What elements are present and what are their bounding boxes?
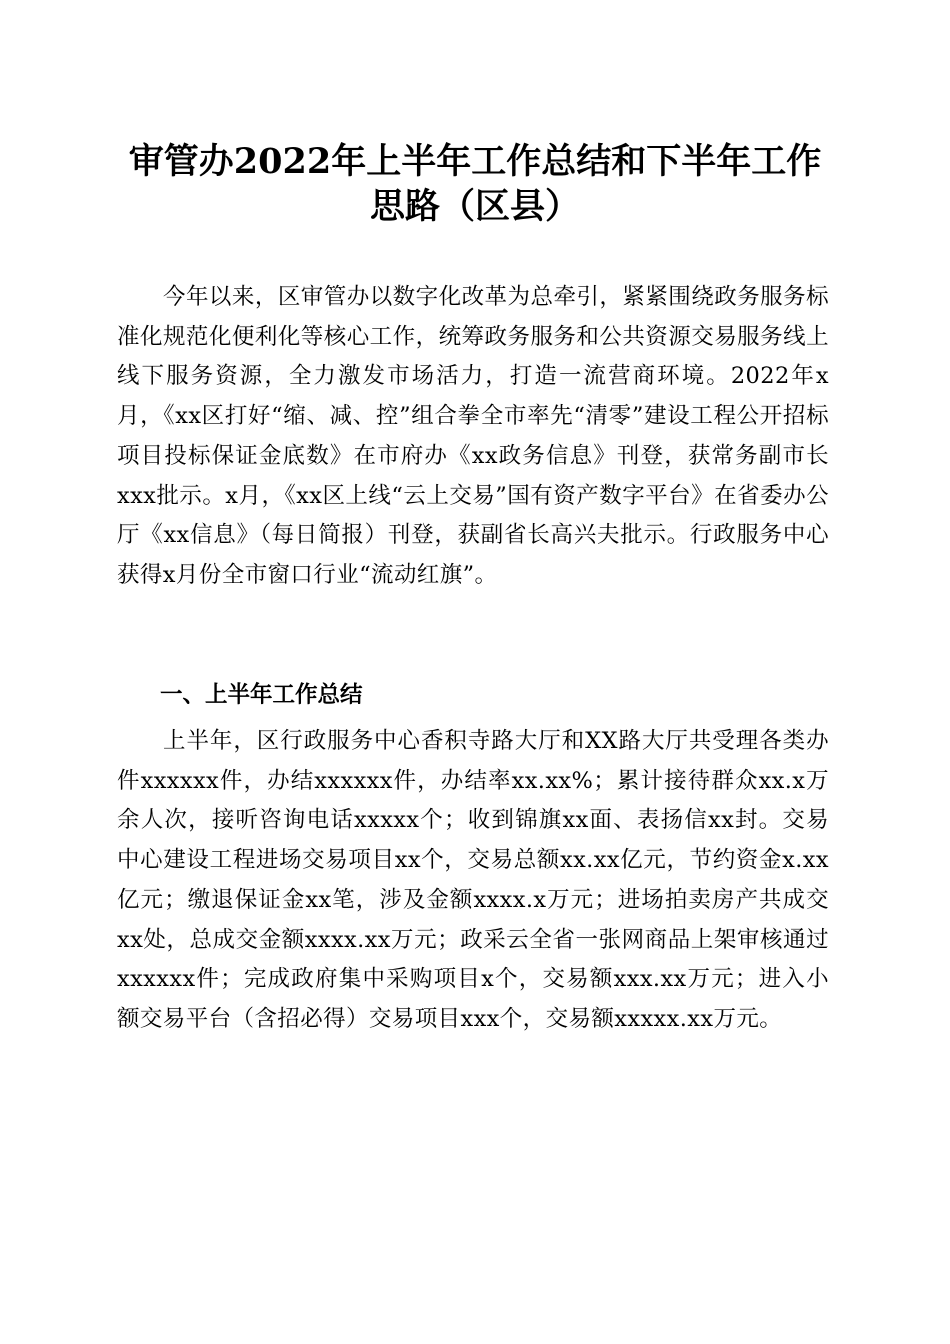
section-heading-first-half-summary: 一、上半年工作总结 xyxy=(160,682,363,708)
intro-paragraph: 今年以来，区审管办以数字化改革为总牵引，紧紧围绕政务服务标准化规范化便利化等核心工作，统筹政务服务和公共资源交易服务线上线下服务资源，全力激发市场活力，打造一流营商环境。2022年x月，《xx区打好“缩、减、控”组合拳全市率先“清零”建设工程公开招标项目投标保证金底数》在市府办《xx政务信息》刊登，获常务副市长xxx批示。x月，《xx区上线“云上交易”国有资产数字平台》在省委办公厅《xx信息》（每日简报）刊登，获副省长高兴夫批示。行政服务中心获得x月份全市窗口行业“流动红旗”。 xyxy=(117,284,829,588)
document-title-line-1: 审管办2022年上半年工作总结和下半年工作 xyxy=(128,141,822,182)
document-title-line-2: 思路（区县） xyxy=(369,186,580,227)
first-half-summary-paragraph: 上半年，区行政服务中心香积寺路大厅和XX路大厅共受理各类办件xxxxxx件，办结xxxxxx件，办结率xx.xx%；累计接待群众xx.x万余人次，接听咨询电话xxxxx个；收到锦旗xx面、表扬信xx封。交易中心建设工程进场交易项目xx个，交易总额xx.xx亿元，节约资金x.xx亿元；缴退保证金xx笔，涉及金额xxxx.x万元；进场拍卖房产共成交xx处，总成交金额xxxx.xx万元；政采云全省一张网商品上架审核通过xxxxxx件；完成政府集中采购项目x个，交易额xxx.xx万元；进入小额交易平台（含招必得）交易项目xxx个，交易额xxxxx.xx万元。 xyxy=(117,728,829,1032)
